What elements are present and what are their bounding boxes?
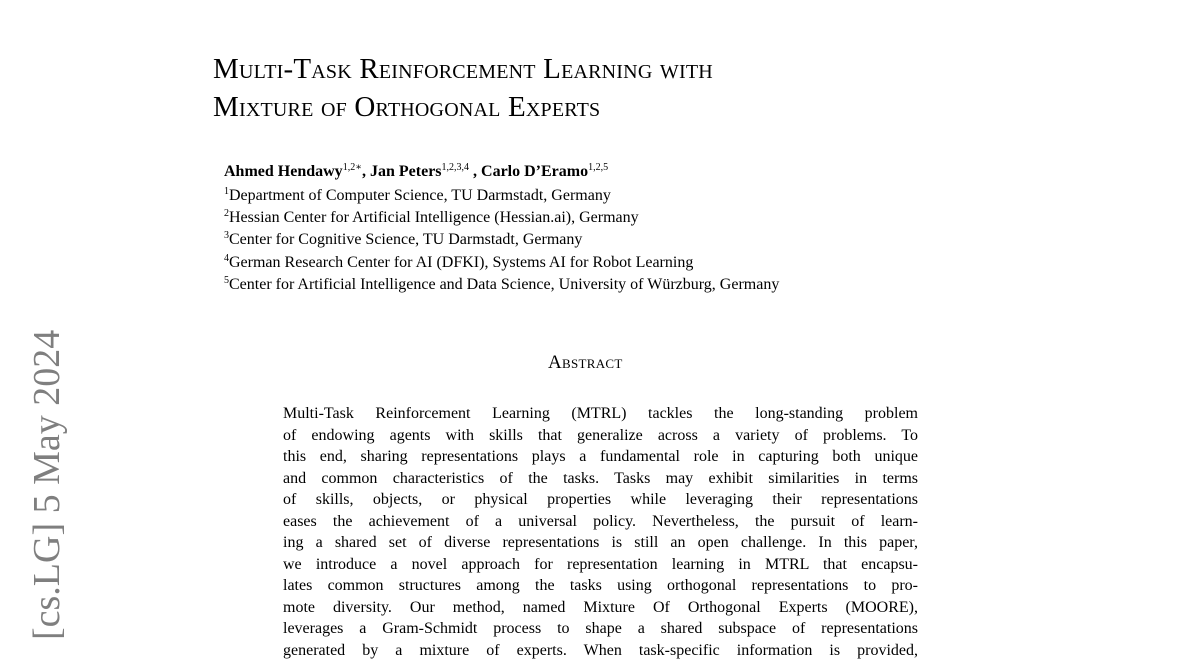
author-separator: , — [362, 163, 370, 180]
affiliation-text: Center for Artificial Intelligence and Data Science, University of Würzburg, Germany — [229, 276, 779, 293]
affiliation-number: 2 — [224, 208, 229, 219]
affiliation-text: Center for Cognitive Science, TU Darmstadt, Germany — [229, 231, 582, 248]
abstract-line: eases the achievement of a universal policy. Nevertheless, the pursuit of learn- — [283, 511, 918, 533]
affiliation-item — [224, 207, 779, 229]
author-name: Ahmed Hendawy — [224, 163, 343, 180]
abstract-line: of skills, objects, or physical properties while leveraging their representations — [283, 489, 918, 511]
abstract-line: lates common structures among the tasks using orthogonal representations to pro- — [283, 575, 918, 597]
affiliation-item — [224, 274, 779, 296]
affiliation-number: 1 — [224, 186, 229, 197]
author-name: Carlo D’Eramo — [481, 163, 588, 180]
affiliation-list — [224, 185, 779, 296]
abstract-line: we introduce a novel approach for representation learning in MTRL that encapsu- — [283, 554, 918, 576]
abstract-heading: Abstract — [548, 352, 623, 374]
author-affiliation-marks: 1,2∗ — [343, 162, 362, 173]
paper-title — [213, 50, 713, 126]
abstract-line: ing a shared set of diverse representations is still an open challenge. In this paper, — [283, 532, 918, 554]
abstract-line: of endowing agents with skills that generalize across a variety of problems. To — [283, 425, 918, 447]
affiliation-number: 4 — [224, 253, 229, 264]
author-affiliation-marks: 1,2,5 — [588, 162, 608, 173]
abstract-line: leverages a Gram-Schmidt process to shape a shared subspace of representations — [283, 618, 918, 640]
author-separator: , — [469, 163, 481, 180]
affiliation-item — [224, 252, 779, 274]
abstract-line: this end, sharing representations plays a fundamental role in capturing both unique — [283, 446, 918, 468]
affiliation-number: 5 — [224, 275, 229, 286]
affiliation-text: German Research Center for AI (DFKI), Systems AI for Robot Learning — [229, 254, 693, 271]
affiliation-text: Department of Computer Science, TU Darmstadt, Germany — [229, 187, 611, 204]
abstract-line: mote diversity. Our method, named Mixture Of Orthogonal Experts (MOORE), — [283, 597, 918, 619]
abstract-line: generated by a mixture of experts. When task-specific information is provided, — [283, 640, 918, 661]
author-list — [224, 162, 608, 182]
arxiv-identifier-stamp: [cs.LG] 5 May 2024 — [26, 330, 68, 640]
affiliation-item — [224, 185, 779, 207]
abstract-line: Multi-Task Reinforcement Learning (MTRL) tackles the long-standing problem — [283, 403, 918, 425]
author-name: Jan Peters — [370, 163, 442, 180]
affiliation-text: Hessian Center for Artificial Intelligence (Hessian.ai), Germany — [229, 209, 639, 226]
author-affiliation-marks: 1,2,3,4 — [442, 162, 470, 173]
abstract-line: and common characteristics of the tasks. Tasks may exhibit similarities in terms — [283, 468, 918, 490]
title-line-2: Mixture of Orthogonal Experts — [213, 88, 713, 126]
abstract-body — [283, 403, 918, 661]
affiliation-item — [224, 229, 779, 251]
title-line-1: Multi-Task Reinforcement Learning with — [213, 50, 713, 88]
affiliation-number: 3 — [224, 230, 229, 241]
